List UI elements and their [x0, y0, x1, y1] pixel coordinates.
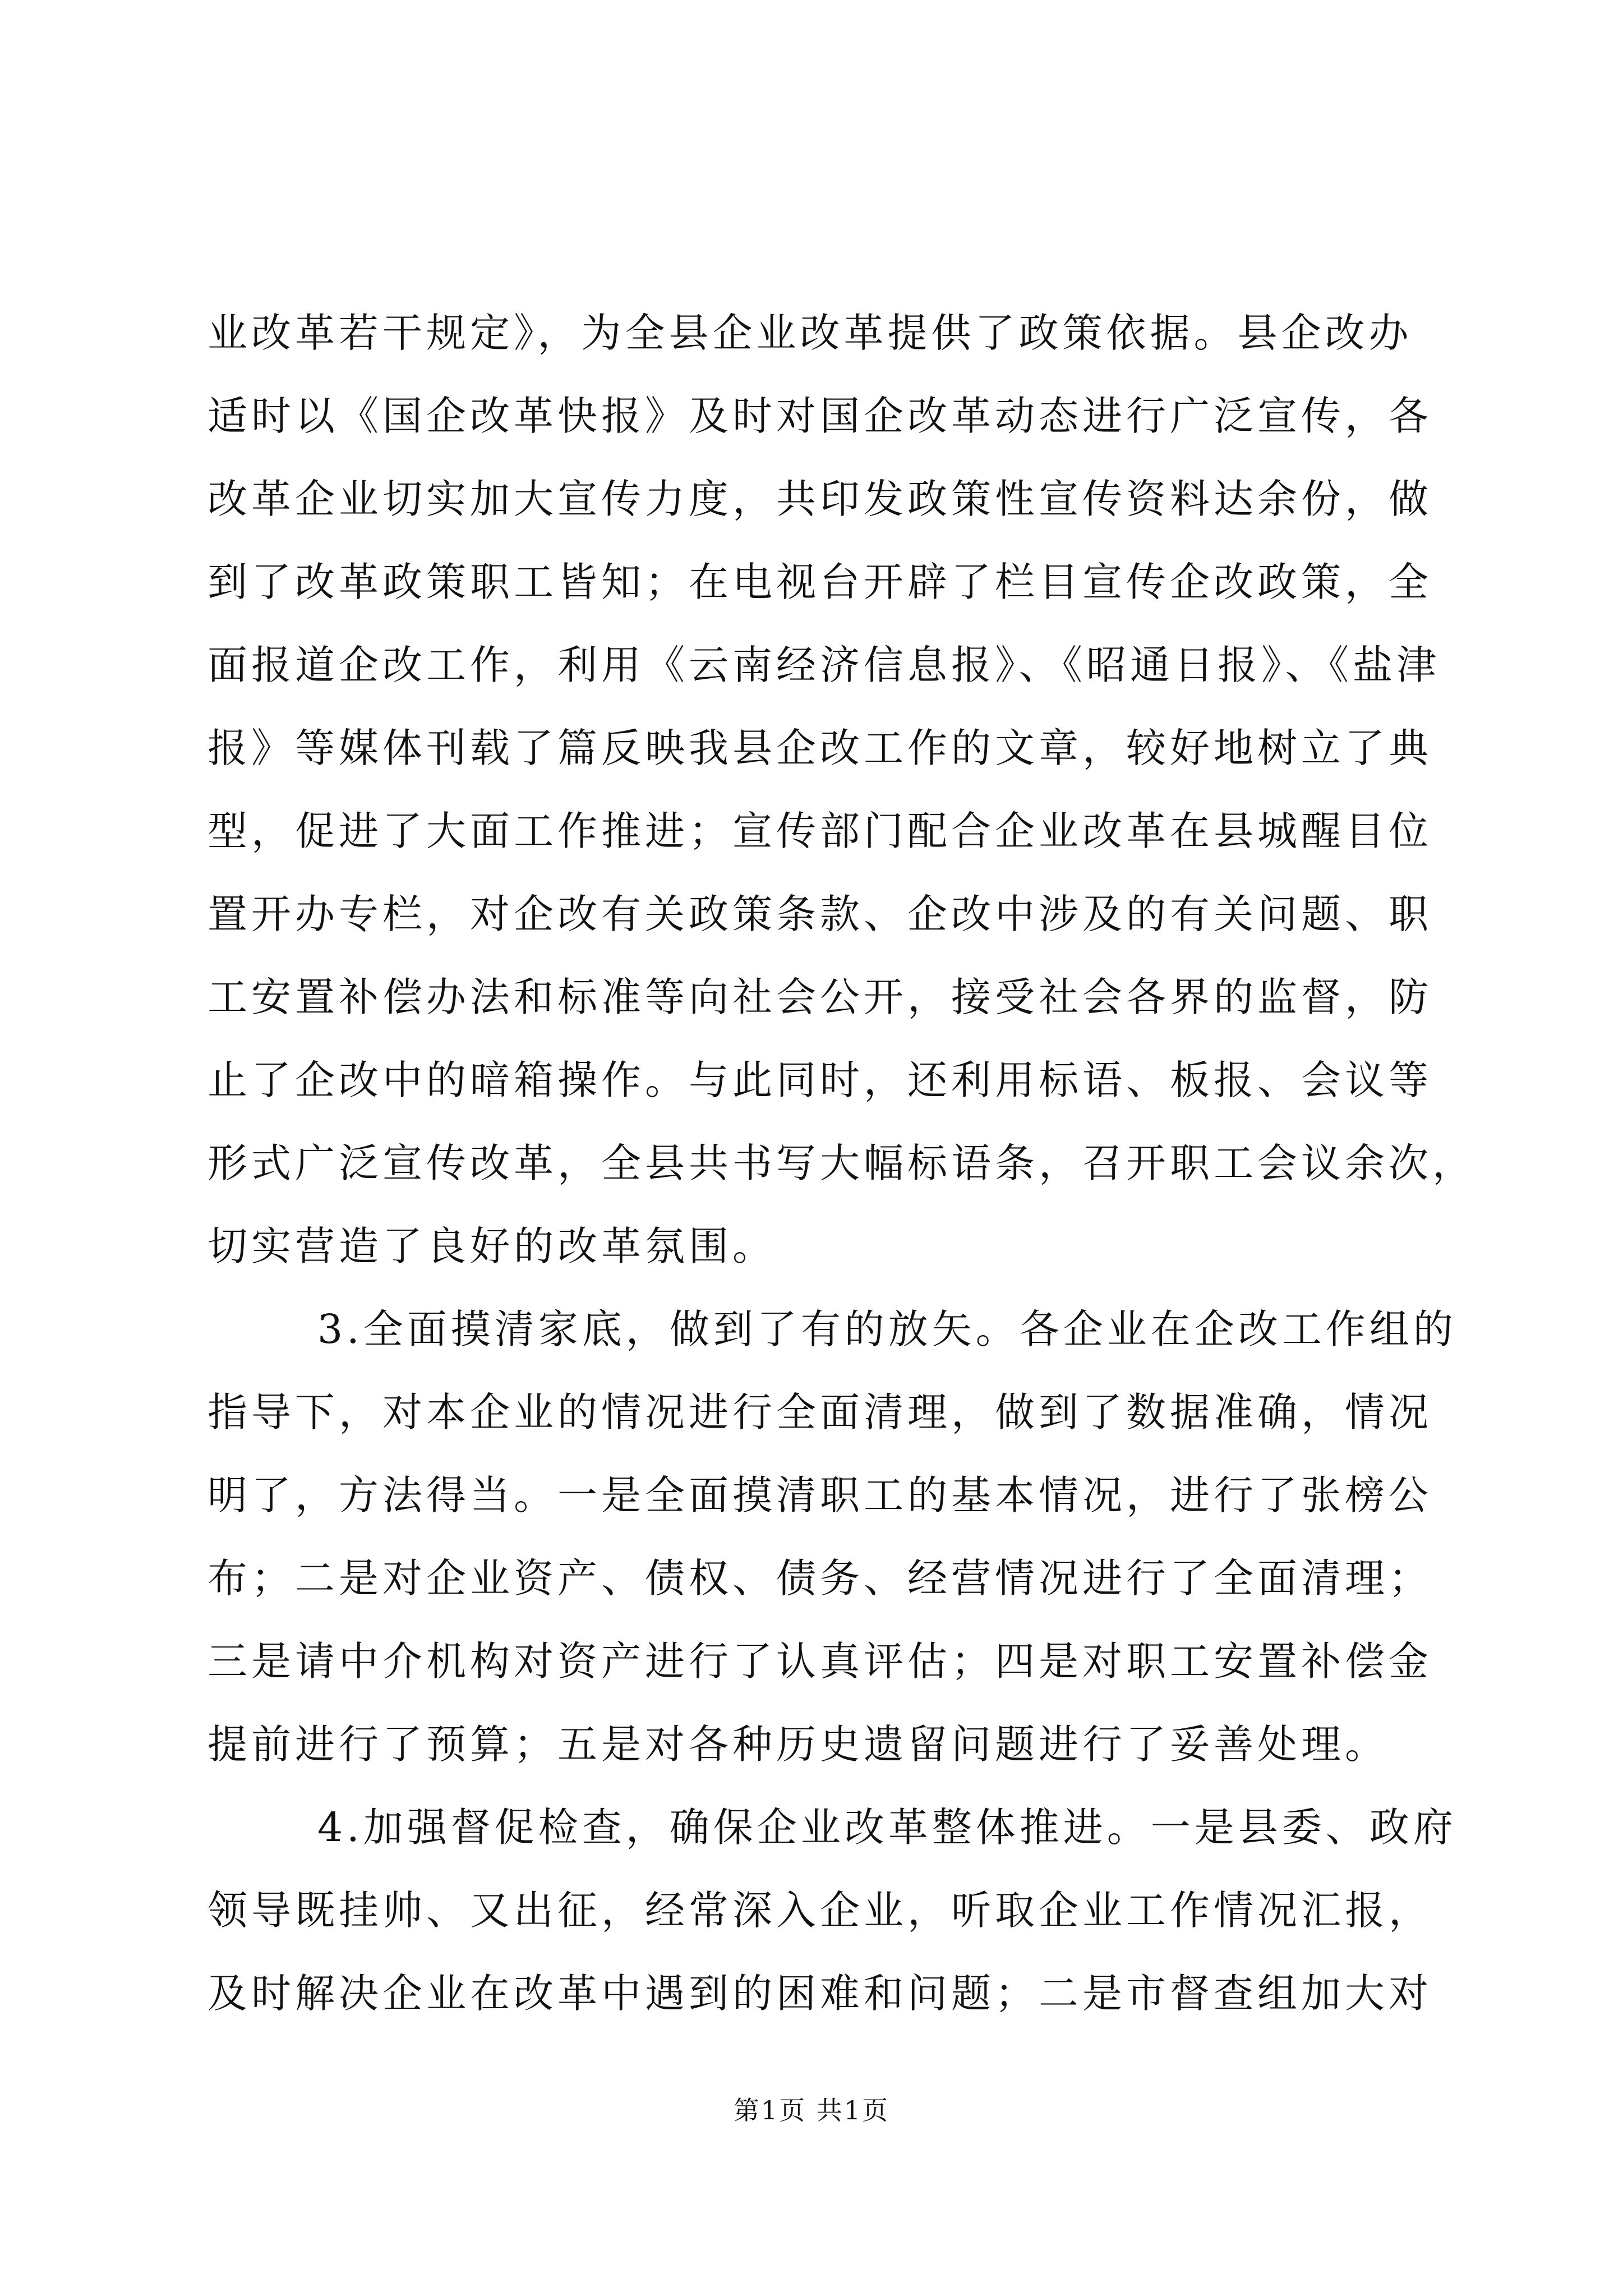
body-line: 止了企改中的暗箱操作。与此同时，还利用标语、板报、会议等	[208, 1057, 1433, 1103]
body-line: 改革企业切实加大宣传力度，共印发政策性宣传资料达余份，做	[208, 476, 1433, 522]
body-line: 提前进行了预算；五是对各种历史遗留问题进行了妥善处理。	[208, 1721, 1389, 1768]
body-line: 及时解决企业在改革中遇到的困难和问题；二是市督查组加大对	[208, 1970, 1433, 2017]
body-line: 置开办专栏，对企改有关政策条款、企改中涉及的有关问题、职	[208, 891, 1433, 937]
body-line: 切实营造了良好的改革氛围。	[208, 1223, 777, 1269]
body-line: 报》等媒体刊载了篇反映我县企改工作的文章，较好地树立了典	[208, 725, 1433, 771]
paragraph-4-first-line: 4.加强督促检查，确保企业改革整体推进。一是县委、政府	[317, 1804, 1457, 1851]
body-line: 业改革若干规定》，为全县企业改革提供了政策依据。县企改办	[208, 310, 1413, 356]
body-line: 三是请中介机构对资产进行了认真评估；四是对职工安置补偿金	[208, 1638, 1433, 1685]
body-line: 工安置补偿办法和标准等向社会公开，接受社会各界的监督，防	[208, 974, 1433, 1020]
document-body	[208, 292, 1477, 2035]
body-line: 型，促进了大面工作推进；宣传部门配合企业改革在县城醒目位	[208, 808, 1433, 854]
body-line: 领导既挂帅、又出征，经常深入企业，听取企业工作情况汇报，	[208, 1887, 1433, 1934]
body-line: 面报道企改工作，利用《云南经济信息报》、《昭通日报》、《盐津	[208, 642, 1441, 688]
body-line: 指导下，对本企业的情况进行全面清理，做到了数据准确，情况	[208, 1389, 1433, 1435]
body-line: 到了改革政策职工皆知；在电视台开辟了栏目宣传企改政策，全	[208, 559, 1433, 605]
paragraph-3-first-line: 3.全面摸清家底，做到了有的放矢。各企业在企改工作组的	[317, 1306, 1457, 1352]
body-line: 形式广泛宣传改革，全县共书写大幅标语条，召开职工会议余次，	[208, 1140, 1477, 1186]
page-footer: 第1页 共1页	[733, 2095, 890, 2125]
body-line: 适时以《国企改革快报》及时对国企改革动态进行广泛宣传，各	[208, 393, 1433, 439]
body-line: 布；二是对企业资产、债权、债务、经营情况进行了全面清理；	[208, 1555, 1433, 1602]
body-line: 明了，方法得当。一是全面摸清职工的基本情况，进行了张榜公	[208, 1472, 1433, 1519]
